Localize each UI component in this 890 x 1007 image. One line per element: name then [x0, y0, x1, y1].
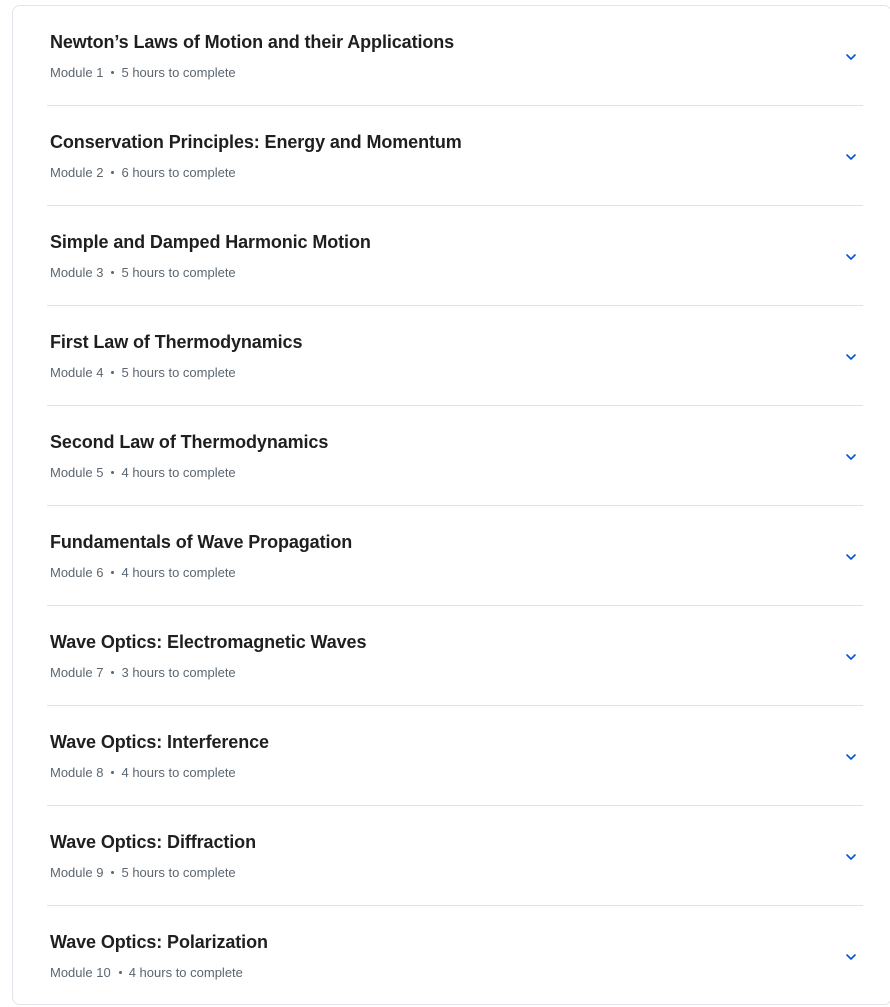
- module-number: Module 7: [50, 665, 104, 680]
- chevron-down-icon[interactable]: [843, 949, 859, 965]
- separator-dot: [111, 171, 114, 174]
- module-number: Module 5: [50, 465, 104, 480]
- separator-dot: [111, 71, 114, 74]
- module-duration: 4 hours to complete: [121, 465, 236, 480]
- module-meta: [50, 165, 236, 180]
- separator-dot: [111, 871, 114, 874]
- module-list-card: [12, 5, 890, 1005]
- separator-dot: [111, 471, 114, 474]
- module-meta: [50, 765, 236, 780]
- module-item-9[interactable]: [47, 806, 863, 906]
- module-meta: [50, 865, 236, 880]
- module-meta: [50, 565, 236, 580]
- module-duration: 4 hours to complete: [121, 765, 236, 780]
- module-title: Wave Optics: Polarization: [50, 932, 268, 952]
- module-meta: [50, 265, 236, 280]
- module-title: Wave Optics: Diffraction: [50, 832, 256, 852]
- chevron-down-icon[interactable]: [843, 149, 859, 165]
- module-item-3[interactable]: [47, 206, 863, 306]
- chevron-down-icon[interactable]: [843, 449, 859, 465]
- chevron-down-icon[interactable]: [843, 49, 859, 65]
- chevron-down-icon[interactable]: [843, 549, 859, 565]
- separator-dot: [111, 271, 114, 274]
- module-number: Module 3: [50, 265, 104, 280]
- module-title: Wave Optics: Electromagnetic Waves: [50, 632, 367, 652]
- module-item-4[interactable]: [47, 306, 863, 406]
- module-title: Second Law of Thermodynamics: [50, 432, 329, 452]
- module-title: First Law of Thermodynamics: [50, 332, 303, 352]
- module-title: Newton’s Laws of Motion and their Applications: [50, 32, 455, 52]
- module-meta: [50, 465, 236, 480]
- separator-dot: [111, 771, 114, 774]
- module-title: Simple and Damped Harmonic Motion: [50, 232, 371, 252]
- module-number: Module 4: [50, 365, 104, 380]
- module-meta: [50, 365, 236, 380]
- module-number: Module 9: [50, 865, 104, 880]
- chevron-down-icon[interactable]: [843, 749, 859, 765]
- module-title: Wave Optics: Interference: [50, 732, 269, 752]
- module-number: Module 1: [50, 65, 104, 80]
- chevron-down-icon[interactable]: [843, 849, 859, 865]
- chevron-down-icon[interactable]: [843, 349, 859, 365]
- separator-dot: [111, 571, 114, 574]
- module-duration: 4 hours to complete: [121, 565, 236, 580]
- module-duration: 5 hours to complete: [121, 65, 236, 80]
- module-meta: [50, 65, 236, 80]
- module-title: Conservation Principles: Energy and Momentum: [50, 132, 462, 152]
- module-item-1[interactable]: [47, 6, 863, 106]
- module-item-10[interactable]: [47, 906, 863, 1006]
- module-duration: 4 hours to complete: [128, 965, 243, 980]
- module-item-7[interactable]: [47, 606, 863, 706]
- module-duration: 5 hours to complete: [121, 865, 236, 880]
- module-duration: 5 hours to complete: [121, 265, 236, 280]
- module-number: Module 10: [50, 965, 111, 980]
- separator-dot: [119, 971, 122, 974]
- module-number: Module 2: [50, 165, 104, 180]
- module-duration: 3 hours to complete: [121, 665, 236, 680]
- separator-dot: [111, 671, 114, 674]
- module-duration: 5 hours to complete: [121, 365, 236, 380]
- module-title: Fundamentals of Wave Propagation: [50, 532, 353, 552]
- separator-dot: [111, 371, 114, 374]
- chevron-down-icon[interactable]: [843, 649, 859, 665]
- module-meta: [50, 965, 243, 980]
- module-item-8[interactable]: [47, 706, 863, 806]
- module-item-5[interactable]: [47, 406, 863, 506]
- module-number: Module 6: [50, 565, 104, 580]
- module-item-2[interactable]: [47, 106, 863, 206]
- module-number: Module 8: [50, 765, 104, 780]
- chevron-down-icon[interactable]: [843, 249, 859, 265]
- module-duration: 6 hours to complete: [121, 165, 236, 180]
- module-meta: [50, 665, 236, 680]
- module-item-6[interactable]: [47, 506, 863, 606]
